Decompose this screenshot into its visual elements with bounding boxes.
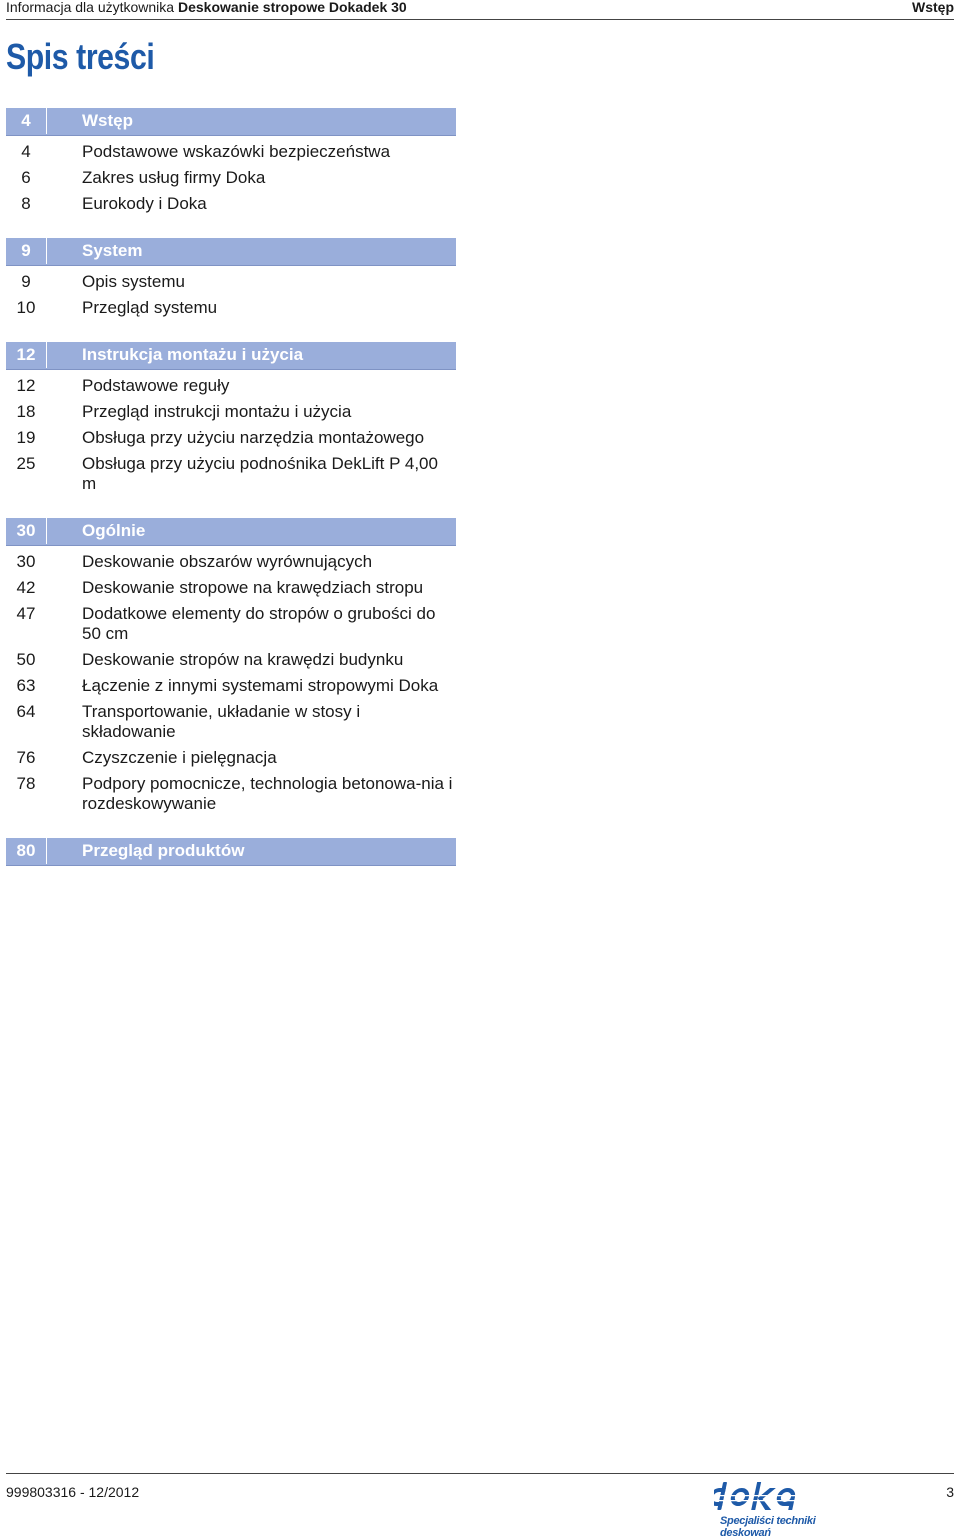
toc-heading-title: Wstęp [82, 111, 133, 130]
toc-entry[interactable] [6, 428, 456, 448]
table-of-contents [6, 108, 456, 890]
toc-heading-title: Ogólnie [82, 521, 146, 540]
toc-entry[interactable] [6, 168, 456, 188]
toc-entry[interactable] [6, 402, 456, 422]
toc-page-number: 4 [6, 108, 46, 134]
toc-entry[interactable] [6, 272, 456, 292]
toc-entry-title: Eurokody i Doka [82, 194, 207, 213]
toc-page-number: 30 [6, 518, 46, 544]
toc-section-heading[interactable] [6, 838, 456, 866]
toc-entry[interactable] [6, 376, 456, 396]
toc-page-number: 12 [6, 342, 46, 368]
toc-page-number: 10 [16, 298, 36, 317]
page-footer [6, 1473, 954, 1539]
toc-page-number: 76 [16, 748, 36, 767]
toc-page-number: 63 [16, 676, 36, 695]
toc-entry[interactable] [6, 194, 456, 214]
toc-entry-title: Łączenie z innymi systemami stropowymi Doka [82, 676, 439, 695]
toc-entry[interactable] [6, 552, 456, 572]
page-title: Spis treści [6, 36, 155, 77]
doka-logo [714, 1478, 864, 1539]
toc-page-number: 47 [16, 604, 36, 623]
page-header [6, 0, 954, 20]
toc-section [6, 238, 456, 318]
header-section: Wstęp [912, 0, 954, 15]
toc-entry-title: Zakres usług firmy Doka [82, 168, 266, 187]
toc-entry-title: Obsługa przy użyciu narzędzia montażowego [82, 428, 425, 447]
toc-entry-title: Podstawowe wskazówki bezpieczeństwa [82, 142, 391, 161]
toc-entry-title: Przegląd instrukcji montażu i użycia [82, 402, 352, 421]
toc-heading-title: Przegląd produktów [82, 841, 245, 860]
toc-entry-title: Transportowanie, układanie w stosy i składowanie [82, 702, 361, 741]
toc-entry-title: Opis systemu [82, 272, 185, 291]
toc-entry[interactable] [6, 578, 456, 598]
toc-entry-title: Deskowanie obszarów wyrównujących [82, 552, 373, 571]
header-product: Deskowanie stropowe Dokadek 30 [177, 0, 407, 15]
toc-page-number: 64 [16, 702, 36, 721]
toc-entry[interactable] [6, 748, 456, 768]
toc-page-number: 50 [16, 650, 36, 669]
toc-page-number: 78 [16, 774, 36, 793]
toc-heading-title: System [82, 241, 143, 260]
header-left [6, 0, 407, 14]
toc-entry[interactable] [6, 650, 456, 670]
toc-section-heading[interactable] [6, 342, 456, 370]
toc-page-number: 6 [21, 168, 31, 187]
page-number: 3 [946, 1484, 954, 1500]
toc-page-number: 9 [6, 238, 46, 264]
toc-page-number: 12 [16, 376, 36, 395]
toc-page-number: 19 [16, 428, 36, 447]
logo-tagline: Specjaliści techniki deskowań [720, 1515, 816, 1539]
toc-entry[interactable] [6, 454, 456, 494]
toc-entry-title: Deskowanie stropów na krawędzi budynku [82, 650, 404, 669]
toc-entry-title: Dodatkowe elementy do stropów o grubości do 50 cm [82, 604, 436, 643]
document-number: 999803316 - 12/2012 [6, 1484, 140, 1500]
toc-entry[interactable] [6, 604, 456, 644]
toc-entry[interactable] [6, 142, 456, 162]
toc-entry[interactable] [6, 774, 456, 814]
header-prefix: Informacja dla użytkownika [6, 0, 175, 15]
toc-section-heading[interactable] [6, 238, 456, 266]
toc-entry[interactable] [6, 298, 456, 318]
toc-page-number: 18 [16, 402, 36, 421]
toc-page-number: 4 [21, 142, 31, 161]
toc-section [6, 108, 456, 214]
toc-entry-title: Obsługa przy użyciu podnośnika DekLift P 4,00 m [82, 454, 438, 493]
toc-page-number: 42 [16, 578, 36, 597]
toc-page-number: 80 [6, 838, 46, 864]
toc-entry-title: Czyszczenie i pielęgnacja [82, 748, 277, 767]
toc-entry-title: Podpory pomocnicze, technologia betonowa-nia i rozdeskowywanie [82, 774, 453, 813]
toc-entry[interactable] [6, 702, 456, 742]
doka-logo-mark [714, 1478, 854, 1514]
toc-section-heading[interactable] [6, 108, 456, 136]
toc-section [6, 838, 456, 866]
toc-section [6, 518, 456, 814]
toc-page-number: 30 [16, 552, 36, 571]
toc-entry-title: Podstawowe reguły [82, 376, 230, 395]
toc-page-number: 25 [16, 454, 36, 473]
toc-page-number: 9 [21, 272, 31, 291]
toc-section-heading[interactable] [6, 518, 456, 546]
toc-entry[interactable] [6, 676, 456, 696]
toc-entry-title: Przegląd systemu [82, 298, 218, 317]
toc-heading-title: Instrukcja montażu i użycia [82, 345, 304, 364]
toc-entry-title: Deskowanie stropowe na krawędziach stropu [82, 578, 424, 597]
toc-section [6, 342, 456, 494]
toc-page-number: 8 [21, 194, 31, 213]
